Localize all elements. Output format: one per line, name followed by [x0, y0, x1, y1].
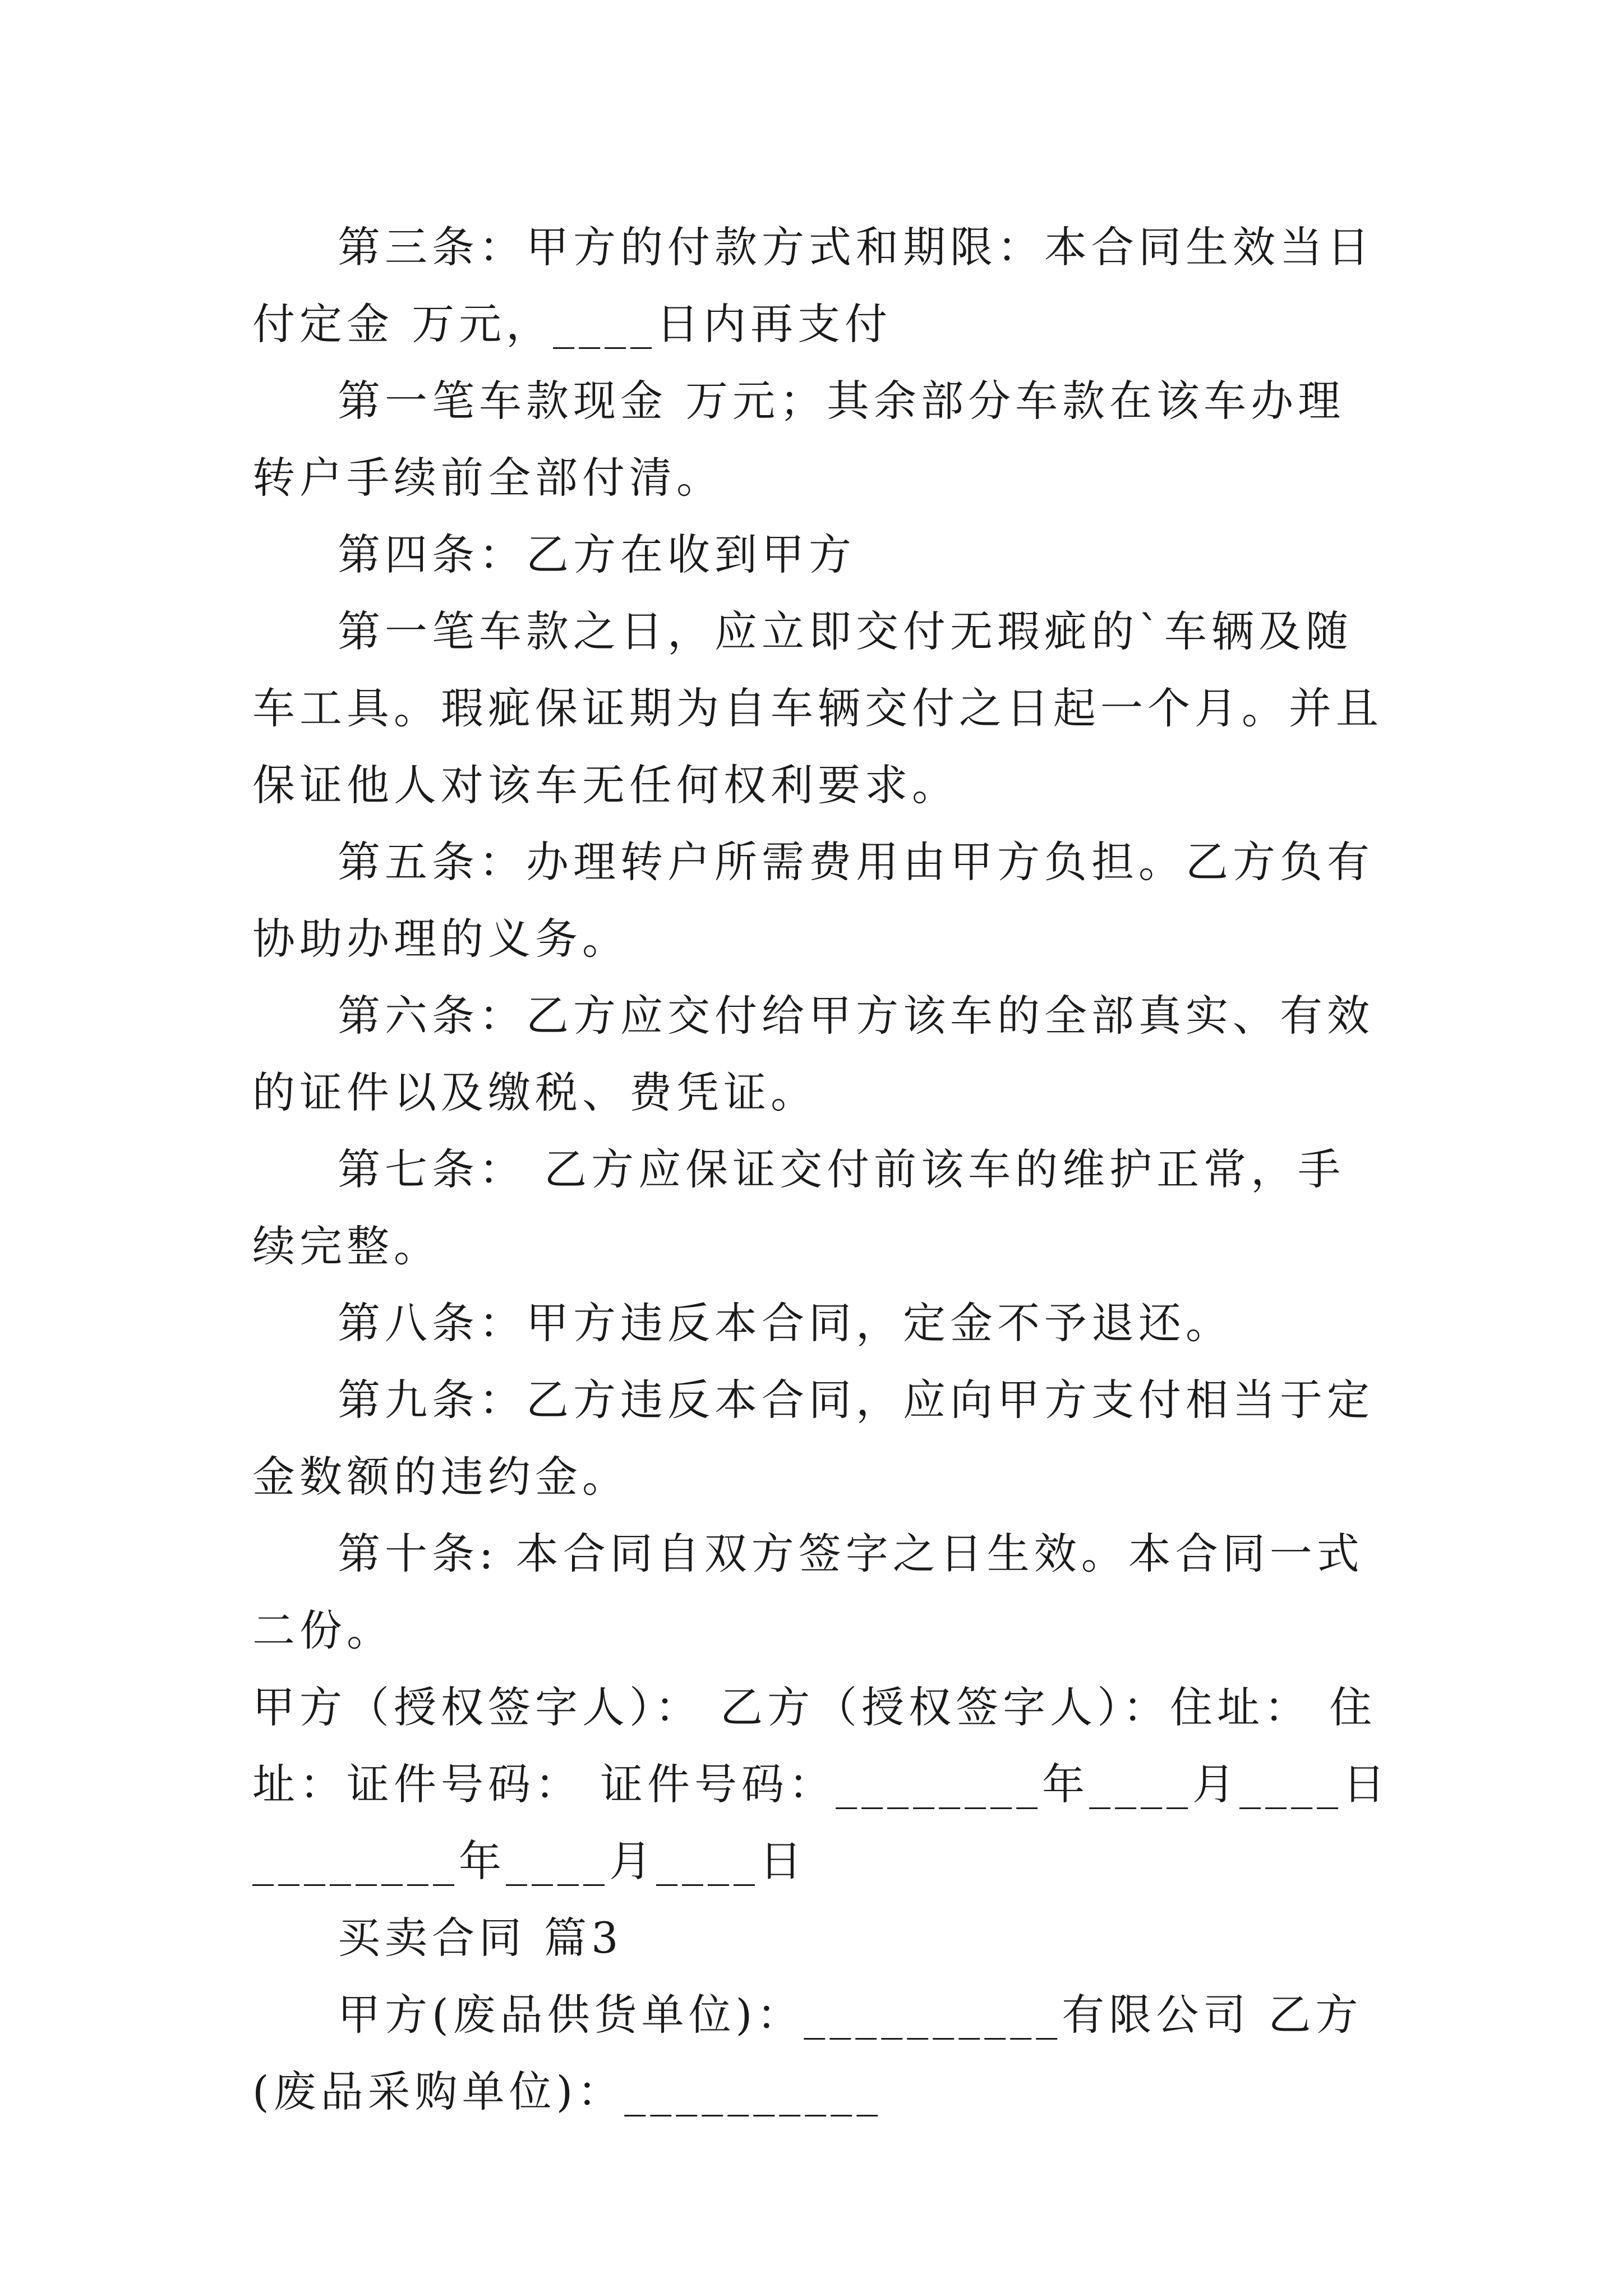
clause-4-delivery: 第一笔车款之日，应立即交付无瑕疵的`车辆及随车工具。瑕疵保证期为自车辆交付之日起一个月。并且保证他人对该车无任何权利要求。 — [252, 606, 1383, 810]
parties-intro: 甲方(废品供货单位)：__________有限公司 乙方(废品采购单位)：__________ — [252, 1990, 1363, 2116]
signature-block: 甲方（授权签字人）： 乙方（授权签字人）：住址： 住址：证件号码： 证件号码：________年____月____日________年____月____日 — [252, 1682, 1390, 1886]
clause-8: 第八条：甲方违反本合同，定金不予退还。 — [338, 1298, 1233, 1348]
clause-5: 第五条：办理转户所需费用由甲方负担。乙方负有协助办理的义务。 — [252, 837, 1374, 964]
clause-6: 第六条：乙方应交付给甲方该车的全部真实、有效的证件以及缴税、费凭证。 — [252, 991, 1374, 1117]
document-body — [252, 209, 1391, 2130]
clause-7: 第七条： 乙方应保证交付前该车的维护正常，手续完整。 — [252, 1144, 1345, 1271]
clause-4: 第四条：乙方在收到甲方 — [338, 530, 856, 579]
clause-3-payment: 第三条：甲方的付款方式和期限：本合同生效当日付定金 万元，____日内再支付 — [252, 222, 1374, 349]
clause-3-first-payment: 第一笔车款现金 万元；其余部分车款在该车办理转户手续前全部付清。 — [252, 376, 1345, 503]
clause-10: 第十条: 本合同自双方签字之日生效。本合同一式二份。 — [252, 1529, 1364, 1655]
section-heading: 买卖合同 篇3 — [338, 1913, 623, 1963]
clause-9: 第九条：乙方违反本合同，应向甲方支付相当于定金数额的违约金。 — [252, 1375, 1374, 1502]
